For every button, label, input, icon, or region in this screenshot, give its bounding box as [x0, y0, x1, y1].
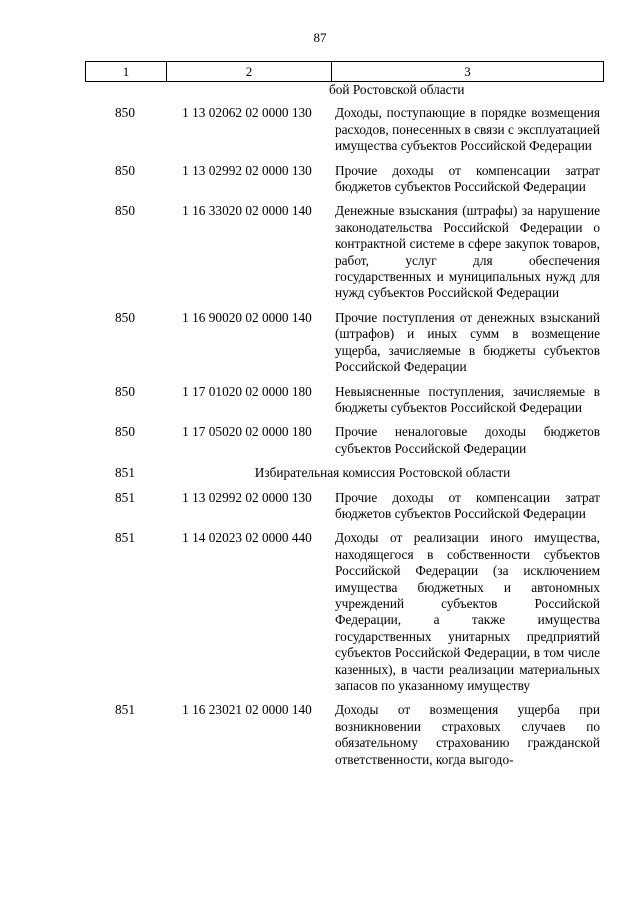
budget-code: 1 16 33020 02 0000 140 — [182, 203, 312, 219]
budget-code: 1 16 90020 02 0000 140 — [182, 309, 312, 325]
admin-code: 850 — [115, 203, 135, 219]
section-title: Избирательная комиссия Ростовской области — [254, 465, 511, 481]
column-header-1: 1 — [86, 62, 167, 82]
admin-code: 850 — [115, 309, 135, 325]
admin-code: 850 — [115, 105, 135, 121]
revenue-description: Прочие неналоговые доходы бюджетов субъектов Российской Федерации — [335, 424, 600, 456]
admin-code: 850 — [115, 424, 135, 440]
table-row — [85, 530, 600, 694]
revenue-description: Прочие доходы от компенсации затрат бюджетов субъектов Российской Федерации — [335, 489, 600, 521]
budget-code: 1 13 02992 02 0000 130 — [182, 162, 312, 178]
revenue-table-body — [85, 82, 600, 768]
admin-code: 851 — [115, 489, 135, 505]
budget-code: 1 17 05020 02 0000 180 — [182, 424, 312, 440]
table-row — [85, 163, 600, 196]
budget-code: 1 17 01020 02 0000 180 — [182, 383, 312, 399]
admin-code: 851 — [115, 465, 135, 481]
budget-code: 1 14 02023 02 0000 440 — [182, 530, 312, 546]
revenue-description: Прочие поступления от денежных взысканий (штрафов) и иных сумм в возмещение ущерба, зачисляемые в бюджеты субъектов Российской Федерации — [335, 309, 600, 375]
budget-code: 1 13 02992 02 0000 130 — [182, 489, 312, 505]
revenue-description: Денежные взыскания (штрафы) за нарушение законодательства Российской Федерации о контрактной системе в сфере закупок товаров, работ, услуг для обеспечения государственных и муниципальных нужд для нужд субъектов Российской Федерации — [335, 203, 600, 301]
revenue-description: Доходы от реализации иного имущества, находящегося в собственности субъектов Российской Федерации (за исключением имущества бюджетных и автономных учреждений субъектов Российской Федерации, а также имущества государственных унитарных предприятий субъектов Российской Федерации, в том числе казенных), в части реализации материальных запасов по указанному имуществу — [335, 530, 600, 693]
budget-code: 1 13 02062 02 0000 130 — [182, 105, 312, 121]
column-header-2: 2 — [167, 62, 332, 82]
admin-code: 850 — [115, 383, 135, 399]
continuation-text: бой Ростовской области — [329, 82, 465, 97]
table-row — [85, 310, 600, 376]
revenue-description: Доходы от возмещения ущерба при возникновении страховых случаев по обязательному страхованию гражданской ответственности, когда выгодо- — [335, 702, 600, 767]
column-header-table — [85, 61, 604, 82]
revenue-description: Доходы, поступающие в порядке возмещения расходов, понесенных в связи с эксплуатацией имущества субъектов Российской Федерации — [335, 105, 600, 154]
revenue-description: Прочие доходы от компенсации затрат бюджетов субъектов Российской Федерации — [335, 162, 600, 195]
budget-code: 1 16 23021 02 0000 140 — [182, 702, 312, 718]
revenue-description: Невыясненные поступления, зачисляемые в бюджеты субъектов Российской Федерации — [335, 383, 600, 415]
table-row — [85, 384, 600, 417]
column-header-3: 3 — [332, 62, 604, 82]
admin-code: 851 — [115, 702, 135, 718]
page-number: 87 — [313, 30, 327, 45]
admin-code: 850 — [115, 162, 135, 178]
table-row — [85, 424, 600, 457]
table-row — [85, 203, 600, 301]
admin-code: 851 — [115, 530, 135, 546]
table-row — [85, 105, 600, 154]
section-header-row — [85, 465, 600, 481]
table-row — [85, 490, 600, 523]
table-row — [85, 702, 600, 768]
